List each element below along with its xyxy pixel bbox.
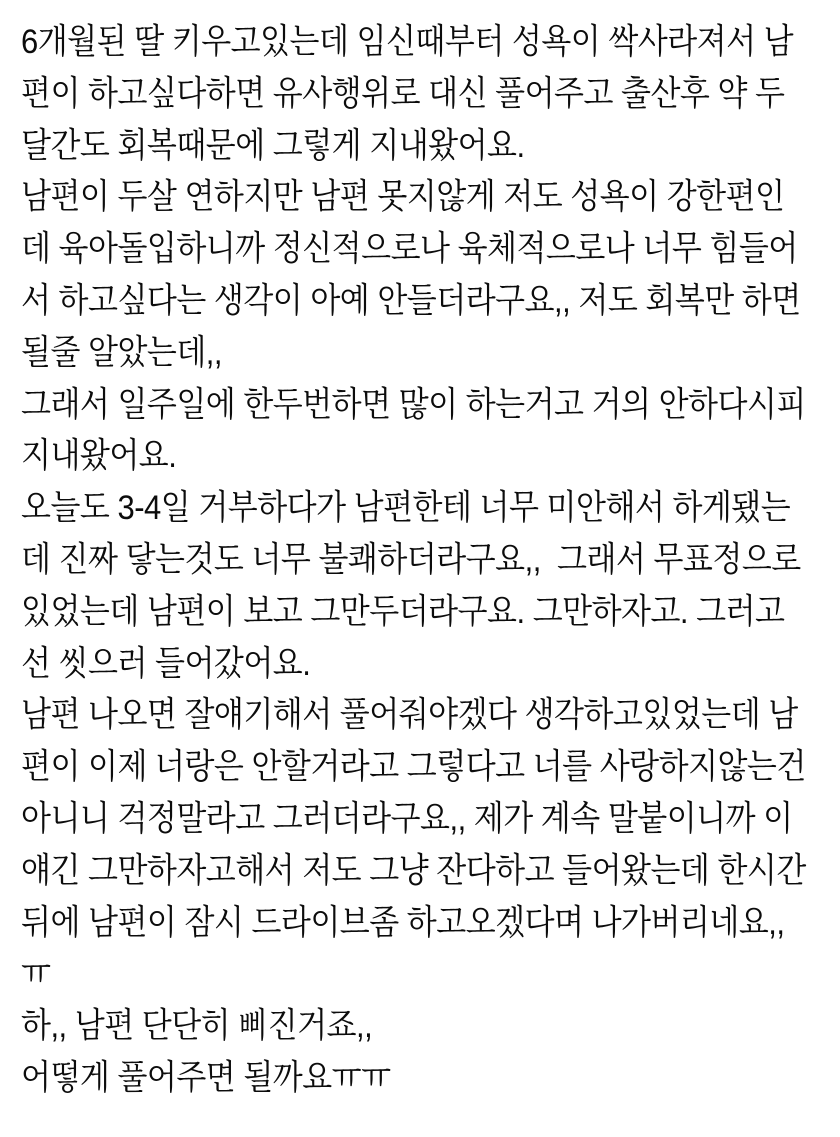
- post-text-line: 뒤에 남편이 잠시 드라이브좀 하고오겠다며 나가버리네요,,: [21, 902, 785, 942]
- post-text-line: 하,, 남편 단단히 삐진거죠,,: [21, 1005, 373, 1046]
- post-text-line: 편이 이제 너랑은 안할거라고 그렇다고 너를 사랑하지않는건: [21, 747, 806, 787]
- post-text-line: 6개월된 딸 키우고있는데 임신때부터 성욕이 싹사라져서 남: [21, 21, 794, 62]
- post-text-line: ㅠ: [21, 954, 51, 994]
- post-text-line: 지내왔어요.: [21, 436, 177, 476]
- post-text-line: 데 육아돌입하니까 정신적으로나 육체적으로나 너무 힘들어: [21, 229, 798, 269]
- post-text-line: 남편이 두살 연하지만 남편 못지않게 저도 성욕이 강한편인: [21, 177, 785, 217]
- post-text-line: 아니니 걱정말라고 그러더라구요,, 제가 계속 말붙이니까 이: [21, 798, 793, 839]
- post-text-line: 편이 하고싶다하면 유사행위로 대신 풀어주고 출산후 약 두: [21, 73, 785, 113]
- post-text-line: 있었는데 남편이 보고 그만두더라구요. 그만하자고. 그러고: [21, 591, 785, 631]
- post-text-line: 데 진짜 닿는것도 너무 불쾌하더라구요,, 그래서 무표정으로: [21, 539, 801, 580]
- post-text-line: 선 씻으러 들어갔어요.: [21, 643, 311, 683]
- post-text-line: 남편 나오면 잘얘기해서 풀어줘야겠다 생각하고있었는데 남: [21, 695, 798, 735]
- post-text-line: 어떻게 풀어주면 될까요ㅠㅠ: [21, 1057, 391, 1097]
- post-text-line: 오늘도 3-4일 거부하다가 남편한테 너무 미안해서 하게됐는: [21, 488, 791, 528]
- post-text-line: 될줄 알았는데,,: [21, 332, 223, 372]
- post-text-line: 얘긴 그만하자고해서 저도 그냥 잔다하고 들어왔는데 한시간: [21, 850, 806, 890]
- post-text-line: 그래서 일주일에 한두번하면 많이 하는거고 거의 안하다시피: [21, 384, 806, 424]
- post-text-line: 서 하고싶다는 생각이 아예 안들더라구요,, 저도 회복만 하면: [21, 280, 801, 321]
- post-text-line: 달간도 회복때문에 그렇게 지내왔어요.: [21, 125, 525, 165]
